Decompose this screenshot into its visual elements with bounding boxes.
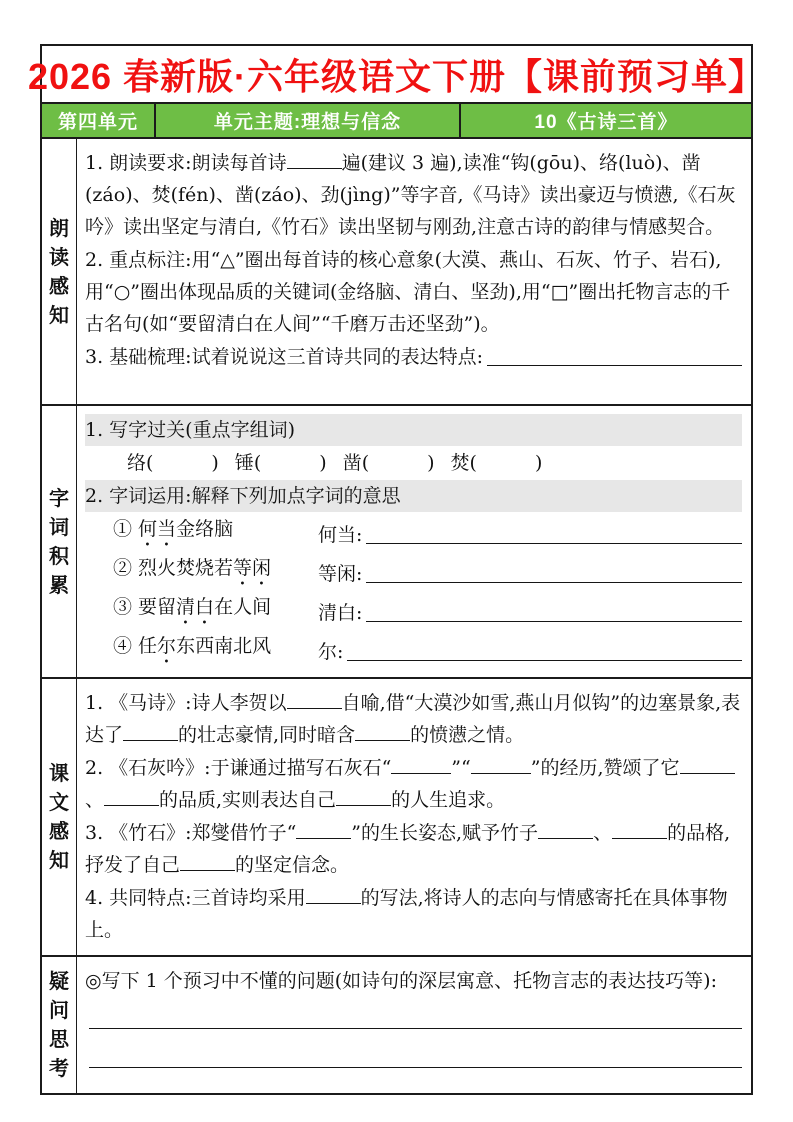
text-run: ① bbox=[113, 518, 139, 540]
text-run: ② 烈火焚烧若 bbox=[113, 557, 234, 579]
answer-blank bbox=[180, 854, 235, 871]
term-phrase bbox=[113, 513, 318, 551]
text-run: 清白: bbox=[318, 602, 363, 624]
section-word-accumulation bbox=[42, 404, 751, 677]
answer-blank bbox=[287, 152, 342, 169]
section-content bbox=[77, 139, 751, 404]
text-run: ”的经历,赞颂了它 bbox=[530, 757, 680, 779]
text-run: ) bbox=[211, 452, 219, 474]
blank-line bbox=[85, 1051, 742, 1075]
text-run: 何当: bbox=[318, 524, 363, 546]
pair-row bbox=[85, 630, 742, 668]
text-run: 3. 《竹石》:郑燮借竹子“ bbox=[85, 822, 297, 844]
paragraph bbox=[85, 447, 742, 479]
section-label bbox=[42, 139, 77, 404]
definition-area bbox=[318, 552, 742, 590]
paragraph bbox=[85, 687, 742, 751]
text-run: 遍(建议 3 遍),读准“钩(gōu)、络(luò)、凿(záo)、焚(fén)、凿(záo)、劲(jìng)”等字音,《马诗》读出豪迈与愤懑,《石灰吟》读出坚定与清白,《竹石》读出坚韧与刚劲,注意古诗的韵律与情感契合。 bbox=[85, 152, 736, 238]
lesson-title-cell: 10《古诗三首》 bbox=[461, 104, 751, 137]
text-run: ④ 任 bbox=[113, 635, 158, 657]
paragraph bbox=[85, 480, 742, 512]
text-run: 1. 写字过关(重点字组词) bbox=[85, 419, 295, 441]
text-run: 1. 《马诗》:诗人李贺以 bbox=[85, 692, 287, 714]
emphasized-text: 尔 bbox=[157, 635, 177, 657]
answer-blank bbox=[104, 789, 159, 806]
section-label bbox=[42, 957, 77, 1093]
text-run: 的人生追求。 bbox=[391, 789, 506, 811]
section-reading-perception bbox=[42, 139, 751, 404]
text-run: ”“ bbox=[451, 757, 471, 779]
emphasized-text: 何当 bbox=[138, 518, 177, 540]
answer-blank bbox=[123, 724, 178, 741]
unit-theme-cell: 单元主题:理想与信念 bbox=[156, 104, 461, 137]
section-label-text: 朗读感知 bbox=[49, 215, 69, 327]
text-run: 凿( bbox=[342, 452, 370, 474]
text-run: 的壮志豪情,同时暗含 bbox=[178, 724, 356, 746]
answer-blank bbox=[306, 887, 361, 904]
answer-blank bbox=[336, 789, 391, 806]
answer-blank bbox=[366, 605, 742, 622]
answer-blank bbox=[287, 692, 342, 709]
term-phrase bbox=[113, 630, 318, 668]
paragraph bbox=[85, 414, 742, 446]
emphasized-text: 清白 bbox=[176, 596, 215, 618]
answer-blank bbox=[538, 822, 593, 839]
text-run: ”的生长姿态,赋予竹子 bbox=[351, 822, 539, 844]
unit-header-bar bbox=[42, 102, 751, 139]
page-title: 2026 春新版·六年级语文下册【课前预习单】 bbox=[27, 55, 766, 97]
paragraph bbox=[85, 882, 742, 946]
worksheet-sheet bbox=[27, 44, 766, 1095]
emphasized-text: 等闲 bbox=[233, 557, 272, 579]
pair-row bbox=[85, 552, 742, 590]
pair-row bbox=[85, 591, 742, 629]
answer-blank bbox=[612, 822, 667, 839]
definition-area bbox=[318, 513, 742, 551]
text-run: 3. 基础梳理:试着说说这三首诗共同的表达特点: bbox=[85, 346, 483, 368]
sections-container bbox=[42, 139, 751, 1093]
section-question-thinking bbox=[42, 955, 751, 1093]
text-run: 2. 重点标注:用“△”圈出每首诗的核心意象(大漠、燕山、石灰、竹子、岩石),用“○”圈出体现品质的关键词(金络脑、清白、坚劲),用“□”圈出托物言志的千古名句(如“要留清白在人间”“千磨万击还坚劲”)。 bbox=[85, 249, 731, 335]
text-run: 自喻,借“大漠沙如雪,燕山月似钩”的边塞景象,表达了 bbox=[85, 692, 741, 746]
paragraph bbox=[85, 965, 742, 997]
answer-blank bbox=[89, 1012, 742, 1029]
text-run: 锤( bbox=[234, 452, 262, 474]
answer-blank bbox=[355, 724, 410, 741]
text-run: ) bbox=[319, 452, 327, 474]
section-content bbox=[77, 679, 751, 955]
pair-row bbox=[85, 513, 742, 551]
answer-blank bbox=[347, 644, 742, 661]
text-run: 尔: bbox=[318, 641, 344, 663]
section-content bbox=[77, 406, 751, 677]
paragraph bbox=[85, 244, 742, 340]
definition-area bbox=[318, 630, 742, 668]
blank-line bbox=[85, 1012, 742, 1036]
text-run: 1. 朗读要求:朗读每首诗 bbox=[85, 152, 287, 174]
answer-blank bbox=[296, 822, 351, 839]
text-run: 2. 《石灰吟》:于谦通过描写石灰石“ bbox=[85, 757, 392, 779]
text-run: ) bbox=[534, 452, 543, 474]
answer-blank bbox=[471, 757, 531, 774]
definition-area bbox=[318, 591, 742, 629]
section-label-text: 字词积累 bbox=[49, 485, 69, 597]
text-run: 焚( bbox=[450, 452, 477, 474]
paragraph bbox=[85, 817, 742, 881]
text-run: 金络脑 bbox=[176, 518, 234, 540]
paragraph bbox=[85, 752, 742, 816]
text-run: 在人间 bbox=[214, 596, 272, 618]
text-run: 东西南北风 bbox=[176, 635, 272, 657]
text-run: 的坚定信念。 bbox=[235, 854, 350, 876]
term-phrase bbox=[113, 552, 318, 590]
section-label-text: 课文感知 bbox=[49, 761, 69, 872]
paragraph bbox=[85, 147, 742, 243]
text-run: 的愤懑之情。 bbox=[410, 724, 525, 746]
section-text-perception bbox=[42, 677, 751, 955]
text-run: 的品质,实则表达自己 bbox=[159, 789, 337, 811]
text-run: ◎写下 1 个预习中不懂的问题(如诗句的深层寓意、托物言志的表达技巧等): bbox=[85, 970, 717, 992]
answer-blank bbox=[366, 527, 742, 544]
answer-blank bbox=[680, 757, 735, 774]
answer-blank bbox=[391, 757, 451, 774]
text-run: 的品格,抒发了自己 bbox=[85, 822, 731, 876]
section-content bbox=[77, 957, 751, 1093]
section-label-text: 疑问思考 bbox=[49, 969, 69, 1080]
text-run: 等闲: bbox=[318, 563, 363, 585]
text-run: 4. 共同特点:三首诗均采用 bbox=[85, 887, 306, 909]
text-run: 、 bbox=[593, 822, 613, 844]
unit-number-cell: 第四单元 bbox=[42, 104, 156, 137]
answer-blank bbox=[366, 566, 742, 583]
text-run: ③ 要留 bbox=[113, 596, 177, 618]
text-run: 2. 字词运用:解释下列加点字词的意思 bbox=[85, 485, 401, 507]
term-phrase bbox=[113, 591, 318, 629]
section-label bbox=[42, 406, 77, 677]
answer-blank bbox=[89, 1051, 742, 1068]
paragraph bbox=[85, 341, 742, 373]
text-run: 、 bbox=[85, 789, 105, 811]
answer-blank bbox=[487, 349, 742, 366]
text-run: 络( bbox=[127, 452, 154, 474]
text-run: ) bbox=[427, 452, 435, 474]
section-label bbox=[42, 679, 77, 955]
text-run: 的写法,将诗人的志向与情感寄托在具体事物上。 bbox=[85, 887, 728, 941]
